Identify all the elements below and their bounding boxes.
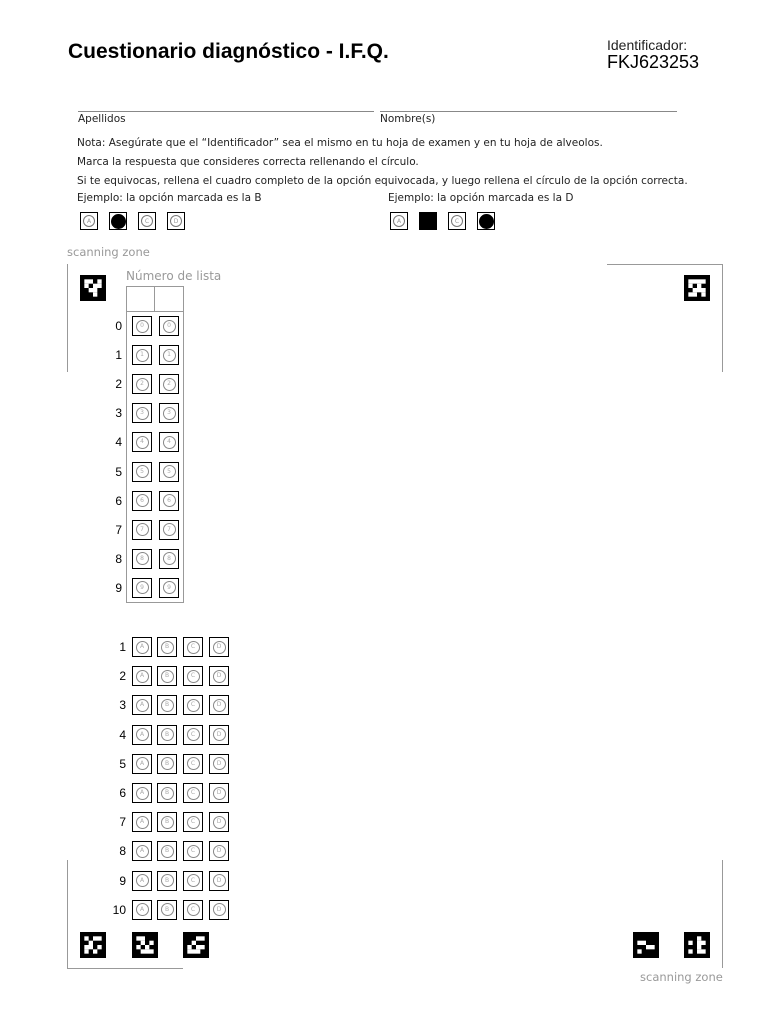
example2-option-c: C xyxy=(448,212,466,230)
identifier-label: Identificador: xyxy=(607,37,688,53)
surname-label: Apellidos xyxy=(78,113,126,125)
answer-bubble[interactable] xyxy=(157,725,177,745)
bubble-circle-icon: D xyxy=(213,699,226,712)
bubble-circle-icon: A xyxy=(136,728,149,741)
example-b-options xyxy=(80,212,185,230)
number-list-bubble[interactable] xyxy=(132,403,152,423)
bubble-circle-icon: A xyxy=(136,641,149,654)
example-d-options xyxy=(390,212,495,230)
bubble-circle-icon: 9 xyxy=(136,581,149,594)
example-option-a: A xyxy=(80,212,98,230)
bubble-circle-icon: C xyxy=(187,757,200,770)
bubble-circle-icon: B xyxy=(161,816,174,829)
fiducial-marker-icon xyxy=(684,275,710,301)
answer-bubble[interactable] xyxy=(132,725,152,745)
bubble-circle-icon: 6 xyxy=(136,494,149,507)
example-option-b-marked xyxy=(109,212,127,230)
bubble-circle-icon: D xyxy=(213,670,226,683)
answer-bubble[interactable] xyxy=(183,812,203,832)
number-list-bubble[interactable] xyxy=(159,432,179,452)
bubble-circle-icon: 7 xyxy=(136,523,149,536)
bubble-circle-icon: A xyxy=(136,757,149,770)
frame-bottom-left-vertical xyxy=(67,860,68,969)
number-list-row-label: 4 xyxy=(115,435,122,450)
bubble-circle-icon: C xyxy=(187,670,200,683)
fiducial-marker-icon xyxy=(684,932,710,958)
answer-bubble[interactable] xyxy=(183,725,203,745)
question-number: 6 xyxy=(119,786,126,800)
scanning-zone-bottom-label: scanning zone xyxy=(640,970,723,984)
frame-bottom-left-horizontal xyxy=(67,968,183,969)
number-list-row-label: 9 xyxy=(115,580,122,595)
example-d-label: Ejemplo: la opción marcada es la D xyxy=(388,192,574,204)
answer-bubble[interactable] xyxy=(157,637,177,657)
number-list-bubble[interactable] xyxy=(159,578,179,598)
number-list-write-box[interactable] xyxy=(126,286,184,312)
number-list-bubble[interactable] xyxy=(132,374,152,394)
number-list-row-label: 0 xyxy=(115,319,122,333)
bubble-circle-icon: D xyxy=(213,757,226,770)
number-list-bubble[interactable] xyxy=(159,345,179,365)
instruction-correction: Si te equivocas, rellena el cuadro completo de la opción equivocada, y luego rellena el círculo de la opción correcta. xyxy=(77,175,688,187)
bubble-circle-icon: C xyxy=(187,787,200,800)
bubble-circle-icon: B xyxy=(161,699,174,712)
answer-bubble[interactable] xyxy=(157,871,177,891)
answer-bubble[interactable] xyxy=(132,754,152,774)
answer-bubble[interactable] xyxy=(183,783,203,803)
number-list-bubble[interactable] xyxy=(132,316,152,336)
instruction-fill: Marca la respuesta que consideres correcta rellenando el círculo. xyxy=(77,156,419,168)
bubble-circle-icon: C xyxy=(187,816,200,829)
answer-bubble[interactable] xyxy=(132,666,152,686)
filled-square-icon xyxy=(419,212,437,230)
bubble-circle-icon: 0 xyxy=(136,320,149,333)
number-list-bubble[interactable] xyxy=(159,316,179,336)
answer-bubble[interactable] xyxy=(183,841,203,861)
number-list-bubble[interactable] xyxy=(132,491,152,511)
question-number: 1 xyxy=(119,640,126,654)
number-list-bubble[interactable] xyxy=(159,374,179,394)
answer-bubble[interactable] xyxy=(209,812,229,832)
page-title: Cuestionario diagnóstico - I.F.Q. xyxy=(68,40,389,63)
bubble-circle-icon: D xyxy=(213,787,226,800)
bubble-circle-icon: 2 xyxy=(163,378,176,391)
answer-bubble[interactable] xyxy=(132,637,152,657)
number-list-row-label: 2 xyxy=(115,377,122,392)
number-list-bubble[interactable] xyxy=(159,403,179,423)
bubble-circle-icon: C xyxy=(187,641,200,654)
number-list-bubble[interactable] xyxy=(159,520,179,540)
bubble-circle-icon: 6 xyxy=(163,494,176,507)
bubble-circle-icon: D xyxy=(213,874,226,887)
number-list-row-label: 8 xyxy=(115,551,122,566)
answer-bubble[interactable] xyxy=(157,900,177,920)
answer-bubble[interactable] xyxy=(183,695,203,715)
bubble-circle-icon: D xyxy=(213,641,226,654)
answer-bubble[interactable] xyxy=(157,783,177,803)
number-list-divider xyxy=(154,286,155,312)
example2-option-a: A xyxy=(390,212,408,230)
answer-bubble[interactable] xyxy=(157,841,177,861)
answer-bubble[interactable] xyxy=(132,900,152,920)
answer-bubble[interactable] xyxy=(183,637,203,657)
bubble-circle-icon: 9 xyxy=(163,581,176,594)
number-list-row-label: 7 xyxy=(115,522,122,537)
answer-bubble[interactable] xyxy=(209,695,229,715)
number-list-bubble[interactable] xyxy=(132,549,152,569)
answer-bubble[interactable] xyxy=(132,812,152,832)
bubble-circle-icon: 5 xyxy=(136,465,149,478)
answer-bubble[interactable] xyxy=(209,841,229,861)
name-line[interactable] xyxy=(380,111,677,112)
example-option-c: C xyxy=(138,212,156,230)
scanning-zone-top-label: scanning zone xyxy=(67,245,150,259)
question-number: 8 xyxy=(119,844,126,859)
fiducial-marker-icon xyxy=(132,932,158,958)
name-label: Nombre(s) xyxy=(380,113,436,125)
answer-bubble[interactable] xyxy=(132,695,152,715)
bubble-circle-icon: A xyxy=(136,845,149,858)
bubble-circle-icon: B xyxy=(161,641,174,654)
bubble-circle-icon: 5 xyxy=(163,465,176,478)
question-number: 4 xyxy=(119,727,126,742)
bubble-circle-icon: 4 xyxy=(136,436,149,449)
bubble-circle-icon: C xyxy=(187,699,200,712)
example2-option-d-marked xyxy=(477,212,495,230)
example-option-d: D xyxy=(167,212,185,230)
fiducial-marker-icon xyxy=(80,932,106,958)
filled-circle-icon xyxy=(479,214,494,229)
answer-bubble[interactable] xyxy=(132,871,152,891)
bubble-circle-icon: B xyxy=(161,903,174,916)
bubble-circle-icon: B xyxy=(161,845,174,858)
bubble-circle-icon: D xyxy=(213,728,226,741)
answer-bubble[interactable] xyxy=(132,841,152,861)
number-list-row-label: 5 xyxy=(115,464,122,479)
answer-bubble[interactable] xyxy=(209,666,229,686)
question-number: 10 xyxy=(112,902,126,917)
question-number: 9 xyxy=(119,873,126,888)
frame-top-right-vertical xyxy=(722,264,723,372)
bubble-circle-icon: B xyxy=(161,787,174,800)
bubble-circle-icon: 1 xyxy=(136,349,149,362)
number-list-bubble[interactable] xyxy=(159,491,179,511)
instruction-note: Nota: Asegúrate que el “Identificador” sea el mismo en tu hoja de examen y en tu hoja de alveolos. xyxy=(77,137,603,149)
number-list-bubble[interactable] xyxy=(132,578,152,598)
number-list-bubble[interactable] xyxy=(159,462,179,482)
bubble-circle-icon: 2 xyxy=(136,378,149,391)
number-list-label: Número de lista xyxy=(126,269,222,283)
example-b-label: Ejemplo: la opción marcada es la B xyxy=(77,192,262,204)
answer-bubble[interactable] xyxy=(183,900,203,920)
bubble-circle-icon: A xyxy=(136,787,149,800)
fiducial-marker-icon xyxy=(183,932,209,958)
bubble-circle-icon: C xyxy=(187,874,200,887)
bubble-circle-icon: 1 xyxy=(163,349,176,362)
example2-option-b-cancelled xyxy=(419,212,437,230)
bubble-circle-icon: B xyxy=(161,874,174,887)
bubble-circle-icon: 0 xyxy=(163,320,176,333)
bubble-circle-icon: D xyxy=(213,903,226,916)
answer-bubble[interactable] xyxy=(157,695,177,715)
answer-bubble[interactable] xyxy=(209,637,229,657)
number-list-bubble[interactable] xyxy=(132,432,152,452)
bubble-circle-icon: B xyxy=(161,757,174,770)
bubble-circle-icon: C xyxy=(187,903,200,916)
question-number: 2 xyxy=(119,669,126,684)
answer-bubble[interactable] xyxy=(183,754,203,774)
bubble-circle-icon: A xyxy=(136,699,149,712)
bubble-circle-icon: C xyxy=(187,845,200,858)
number-list-row-label: 3 xyxy=(115,406,122,421)
answer-bubble[interactable] xyxy=(183,666,203,686)
question-number: 3 xyxy=(119,698,126,713)
answer-bubble[interactable] xyxy=(157,812,177,832)
answer-bubble[interactable] xyxy=(209,900,229,920)
number-list-bubble[interactable] xyxy=(132,520,152,540)
bubble-circle-icon: A xyxy=(136,874,149,887)
bubble-circle-icon: 7 xyxy=(163,523,176,536)
bubble-circle-icon: A xyxy=(136,903,149,916)
bubble-circle-icon: A xyxy=(136,816,149,829)
surname-line[interactable] xyxy=(78,111,374,112)
answer-bubble[interactable] xyxy=(132,783,152,803)
bubble-circle-icon: C xyxy=(187,728,200,741)
answer-bubble[interactable] xyxy=(209,871,229,891)
number-list-row-label: 6 xyxy=(115,493,122,508)
fiducial-marker-icon xyxy=(633,932,659,958)
answer-bubble[interactable] xyxy=(157,754,177,774)
bubble-circle-icon: 3 xyxy=(136,407,149,420)
number-list-bubble[interactable] xyxy=(132,462,152,482)
bubble-circle-icon: A xyxy=(136,670,149,683)
bubble-circle-icon: D xyxy=(213,845,226,858)
number-list-row-label: 1 xyxy=(115,348,122,363)
identifier-value: FKJ623253 xyxy=(607,52,700,72)
bubble-circle-icon: B xyxy=(161,728,174,741)
bubble-circle-icon: B xyxy=(161,670,174,683)
answer-bubble[interactable] xyxy=(183,871,203,891)
bubble-circle-icon: 3 xyxy=(163,407,176,420)
bubble-circle-icon: 8 xyxy=(163,552,176,565)
answer-bubble[interactable] xyxy=(157,666,177,686)
number-list-bubble[interactable] xyxy=(132,345,152,365)
frame-top-left-vertical xyxy=(67,264,68,372)
answer-bubble[interactable] xyxy=(209,783,229,803)
bubble-circle-icon: 4 xyxy=(163,436,176,449)
bubble-circle-icon: 8 xyxy=(136,552,149,565)
frame-bottom-right-vertical xyxy=(722,860,723,968)
number-list-bubble[interactable] xyxy=(159,549,179,569)
question-number: 7 xyxy=(119,815,126,830)
filled-circle-icon xyxy=(111,214,126,229)
question-number: 5 xyxy=(119,756,126,771)
answer-bubble[interactable] xyxy=(209,754,229,774)
fiducial-marker-icon xyxy=(80,275,106,301)
answer-bubble[interactable] xyxy=(209,725,229,745)
bubble-circle-icon: D xyxy=(213,816,226,829)
frame-top-right-horizontal xyxy=(607,264,723,265)
